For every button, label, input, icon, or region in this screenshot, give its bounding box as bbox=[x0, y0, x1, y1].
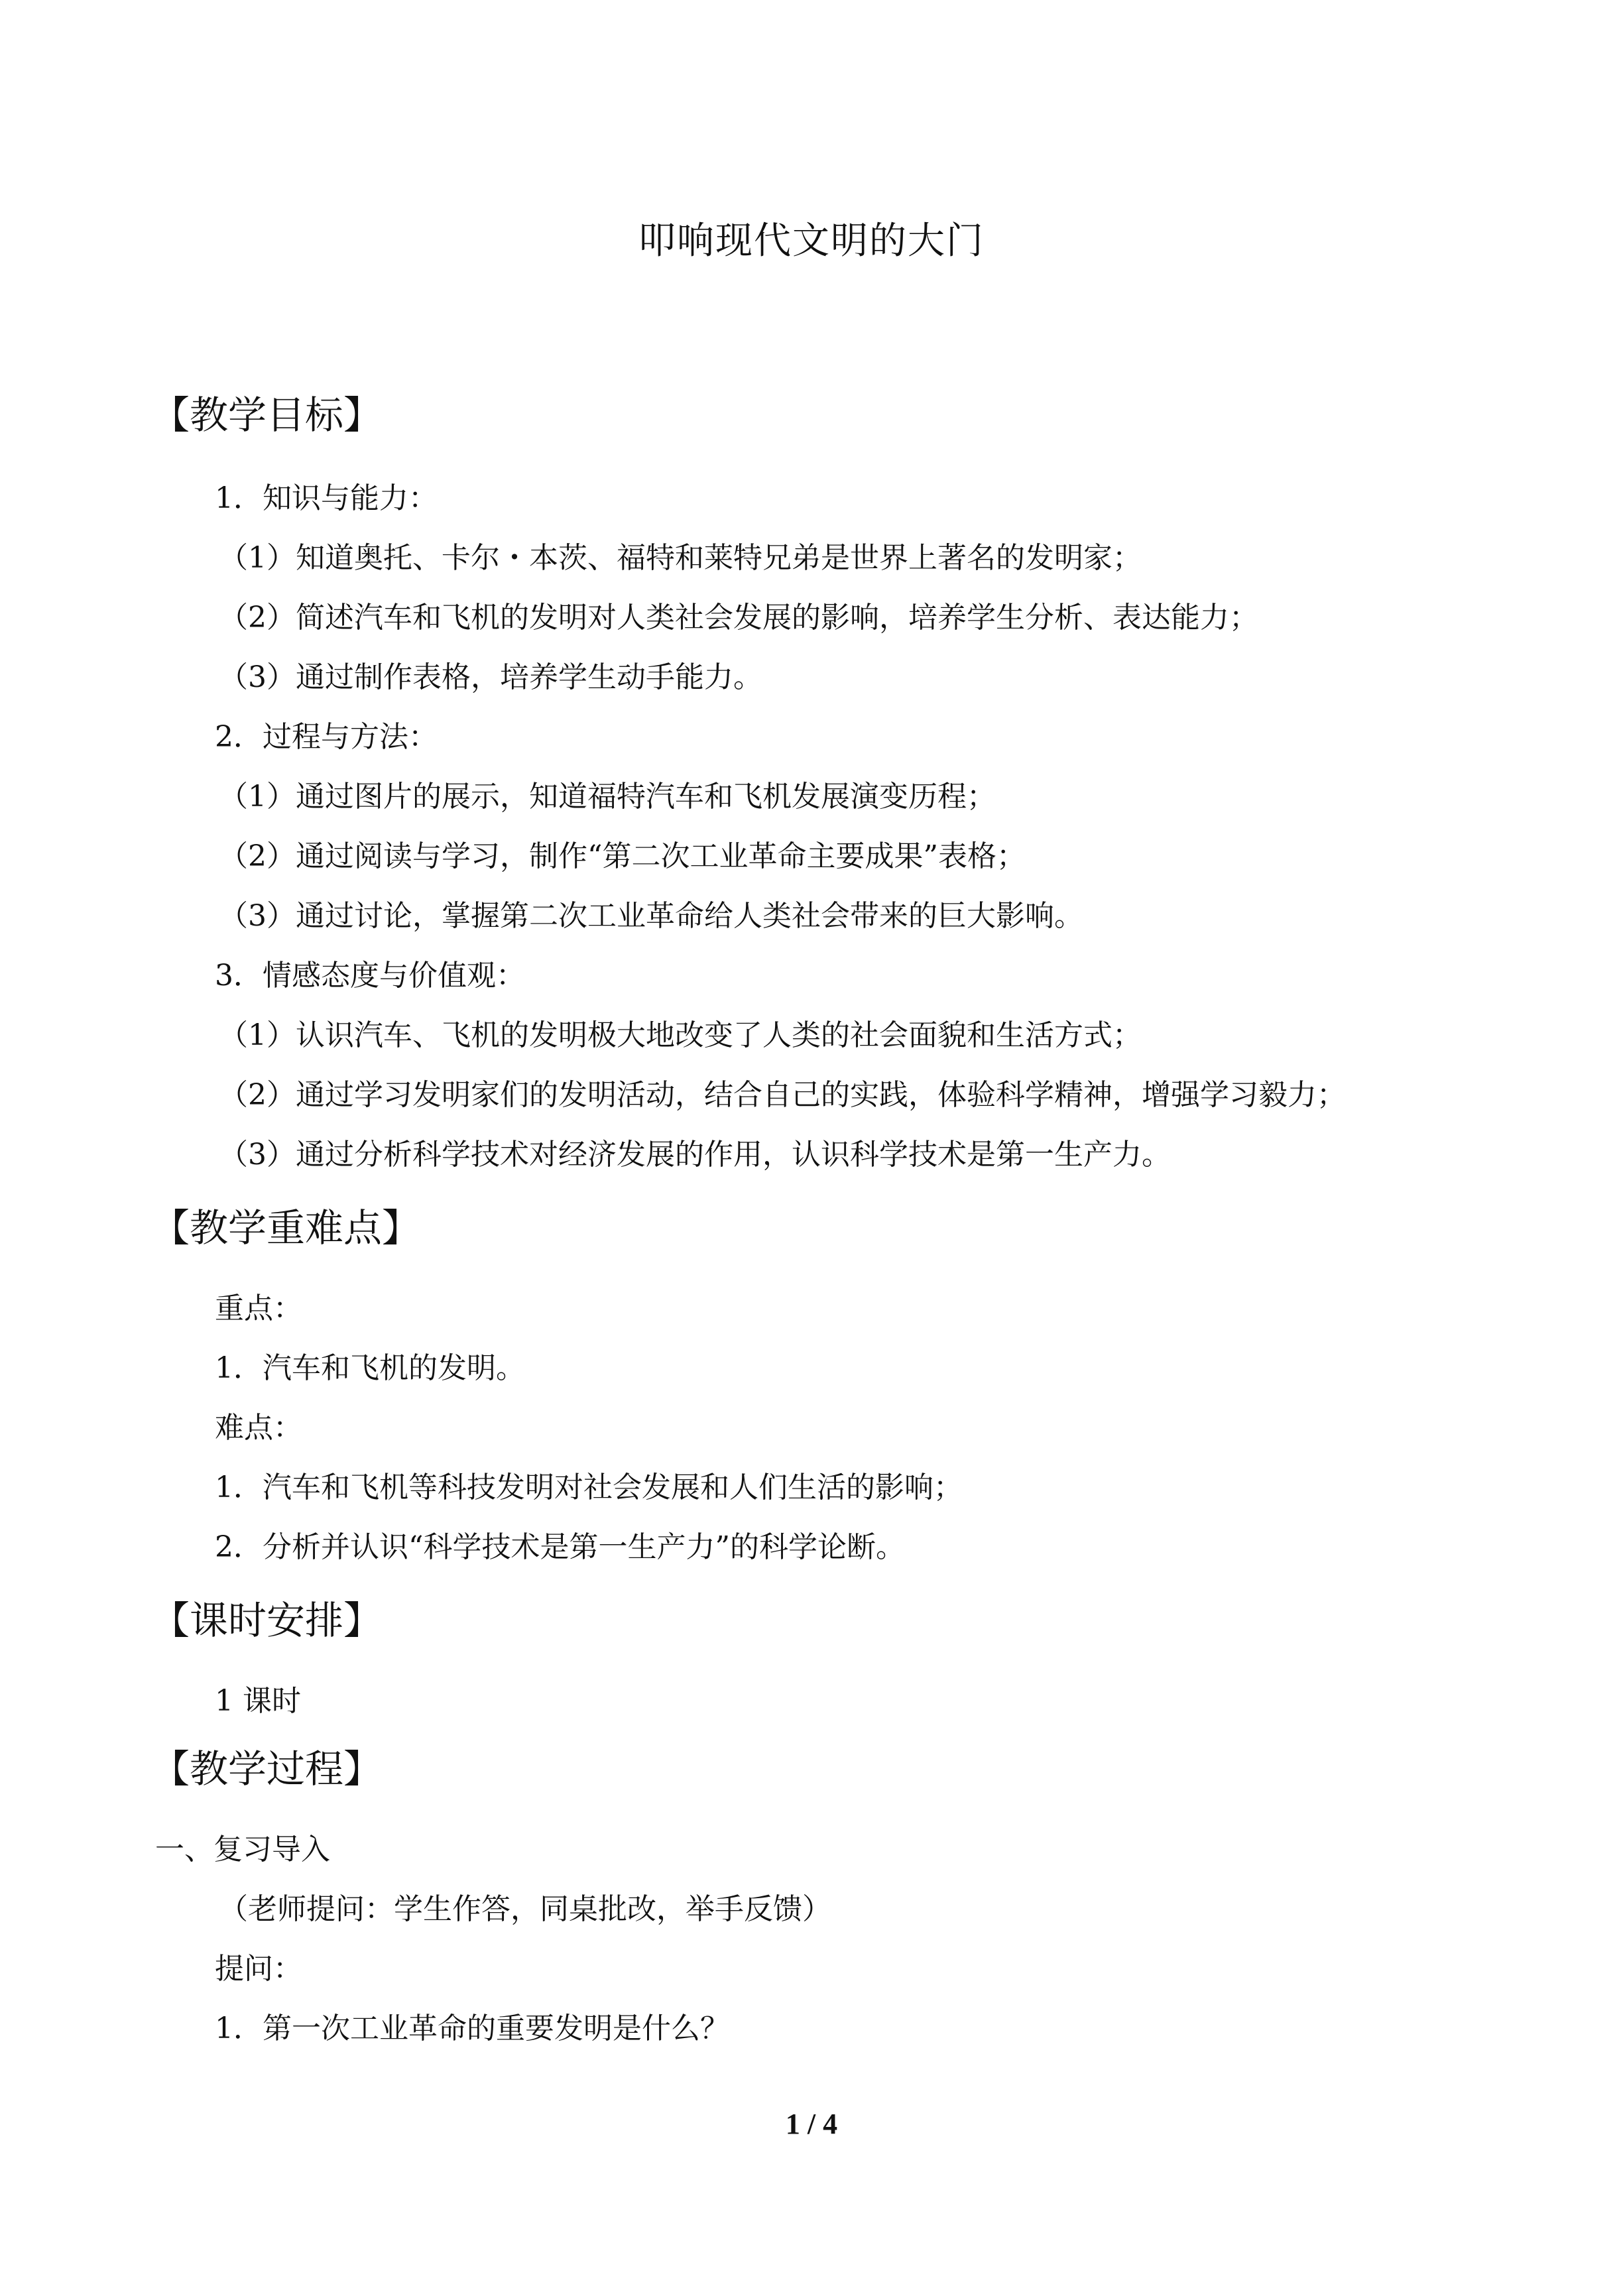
key-points-line: 难点： bbox=[215, 1411, 302, 1445]
process-subheading: 一、复习导入 bbox=[155, 1833, 330, 1866]
objectives-line: 3．情感态度与价值观： bbox=[215, 959, 525, 993]
page-title: 叩响现代文明的大门 bbox=[638, 219, 985, 263]
objectives-line: （3）通过讨论，掌握第二次工业革命给人类社会带来的巨大影响。 bbox=[219, 899, 1083, 933]
objectives-line: （3）通过分析科学技术对经济发展的作用，认识科学技术是第一生产力。 bbox=[219, 1138, 1171, 1172]
objectives-line: （1）认识汽车、飞机的发明极大地改变了人类的社会面貌和生活方式； bbox=[219, 1018, 1142, 1052]
objectives-line: 1．知识与能力： bbox=[215, 481, 438, 515]
process-line: （老师提问：学生作答，同桌批改，举手反馈） bbox=[219, 1892, 831, 1926]
objectives-line: （2）通过学习发明家们的发明活动，结合自己的实践，体验科学精神，增强学习毅力； bbox=[219, 1078, 1346, 1112]
section-heading-key-points: 【教学重难点】 bbox=[151, 1205, 421, 1250]
key-points-line: 1．汽车和飞机等科技发明对社会发展和人们生活的影响； bbox=[215, 1471, 963, 1504]
key-points-line: 1．汽车和飞机的发明。 bbox=[215, 1351, 525, 1385]
objectives-line: （2）通过阅读与学习，制作“第二次工业革命主要成果”表格； bbox=[219, 839, 1026, 873]
objectives-line: （1）通过图片的展示，知道福特汽车和飞机发展演变历程； bbox=[219, 780, 996, 814]
key-points-line: 2．分析并认识“科学技术是第一生产力”的科学论断。 bbox=[215, 1530, 905, 1564]
section-heading-process: 【教学过程】 bbox=[151, 1746, 383, 1791]
section-heading-objectives: 【教学目标】 bbox=[151, 393, 383, 438]
process-line: 提问： bbox=[215, 1952, 302, 1986]
objectives-line: （1）知道奥托、卡尔・本茨、福特和莱特兄弟是世界上著名的发明家； bbox=[219, 541, 1142, 575]
section-heading-schedule: 【课时安排】 bbox=[151, 1598, 383, 1643]
page-number: 1 / 4 bbox=[785, 2108, 838, 2140]
process-line: 1．第一次工业革命的重要发明是什么？ bbox=[215, 2012, 729, 2045]
objectives-line: 2．过程与方法： bbox=[215, 720, 438, 754]
objectives-line: （2）简述汽车和飞机的发明对人类社会发展的影响，培养学生分析、表达能力； bbox=[219, 601, 1258, 634]
key-points-line: 重点： bbox=[215, 1292, 302, 1325]
objectives-line: （3）通过制作表格，培养学生动手能力。 bbox=[219, 660, 762, 694]
schedule-line: 1 课时 bbox=[215, 1684, 301, 1718]
